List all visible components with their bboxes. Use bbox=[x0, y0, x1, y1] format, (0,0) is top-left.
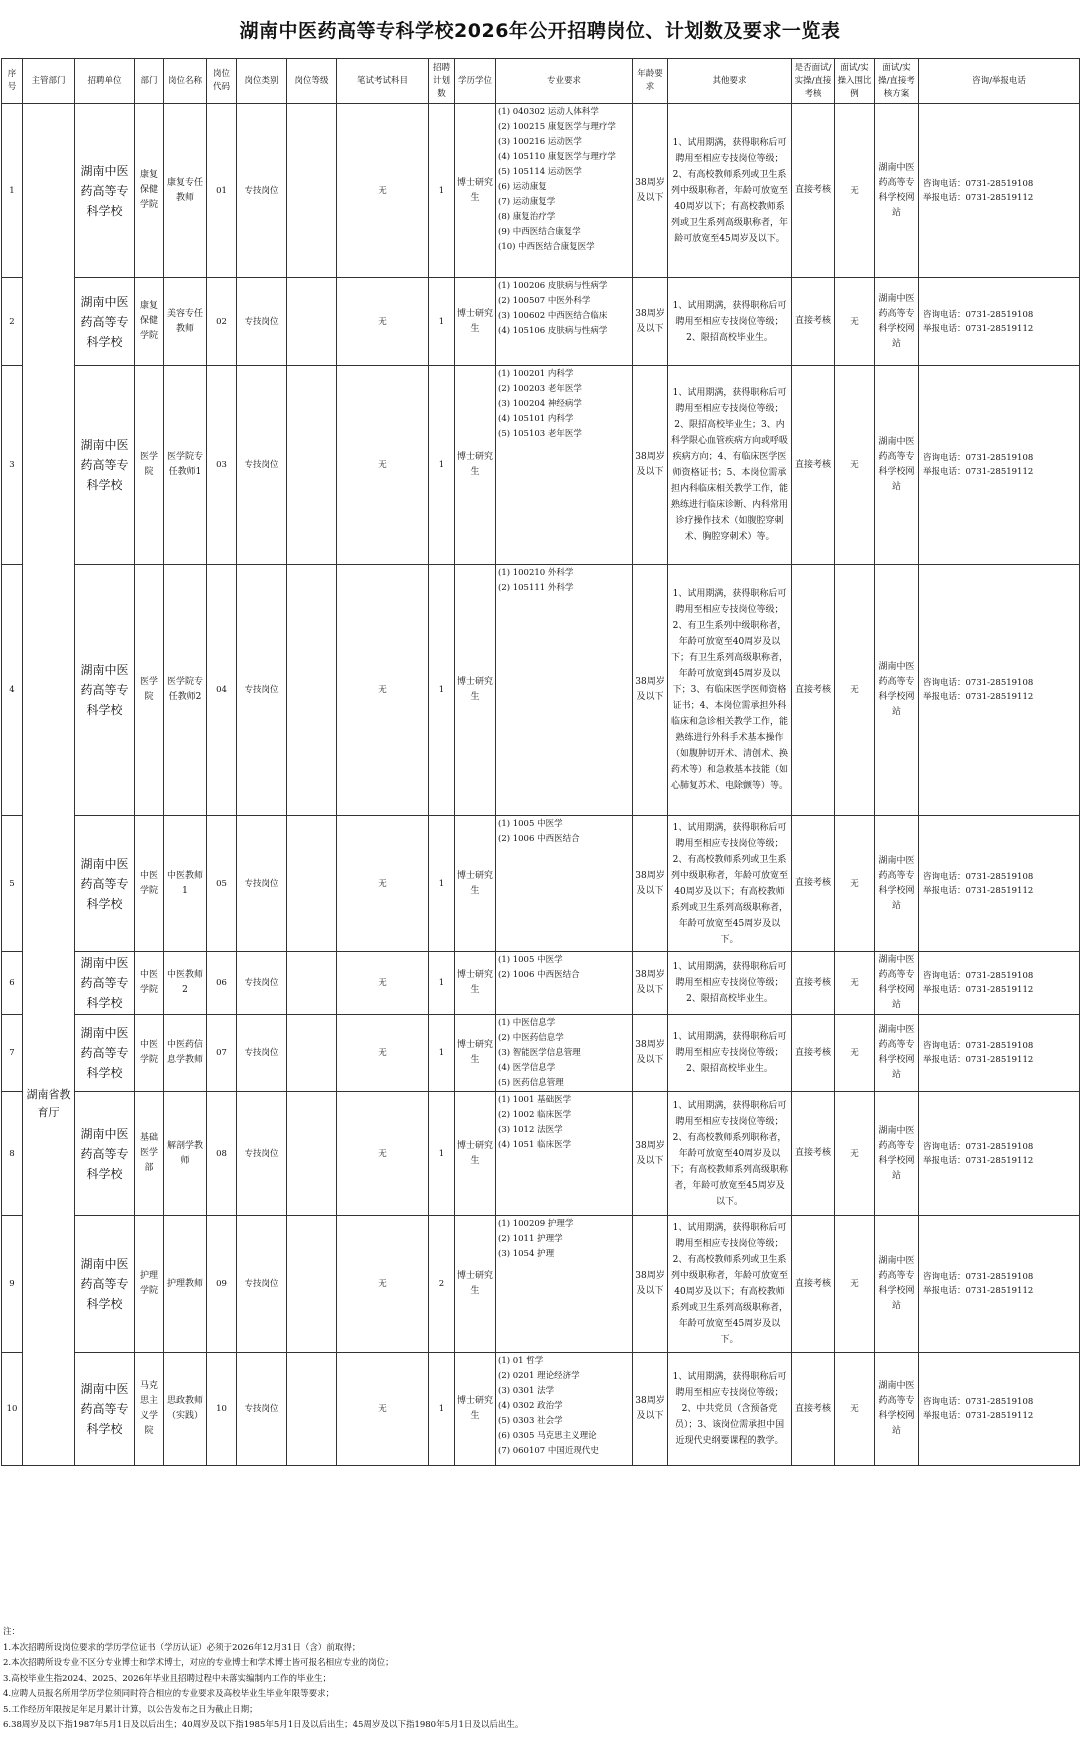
recruiting-unit: 湖南中医药高等专科学校 bbox=[75, 1015, 135, 1092]
post-name: 中医教师1 bbox=[164, 816, 207, 952]
page-title: 湖南中医药高等专科学校2026年公开招聘岗位、计划数及要求一览表 bbox=[239, 20, 841, 42]
consult-phone: 咨询电话：0731-28519108 bbox=[923, 178, 1034, 189]
post-code: 09 bbox=[207, 1216, 237, 1353]
post-category: 专技岗位 bbox=[237, 1015, 287, 1092]
assessment-plan-source: 湖南中医药高等专科学校网站 bbox=[875, 278, 919, 366]
table-row bbox=[2, 1092, 1080, 1216]
footnote-line: 2.本次招聘所设专业不区分专业博士和学术博士，对应的专业博士和学术博士皆可报名相应专业的岗位； bbox=[3, 1658, 394, 1668]
header-method: 是否面试/实操/直接考核 bbox=[792, 59, 835, 104]
assessment-method: 直接考核 bbox=[792, 1092, 835, 1216]
post-level bbox=[287, 278, 337, 366]
plan-count: 1 bbox=[429, 1353, 455, 1466]
other-requirements: 1、试用期满，获得职称后可聘用至相应专技岗位等级；2、有高校教师系列或卫生系列中级职称者，年龄可放宽至40周岁以下；有高校教师系列或卫生系列高级职称者，年龄可放宽至45周岁及以下。 bbox=[668, 104, 792, 278]
post-code: 05 bbox=[207, 816, 237, 952]
major-item: (3) 100602 中西医结合临床 bbox=[498, 311, 608, 321]
report-phone: 举报电话：0731-28519112 bbox=[923, 885, 1034, 896]
major-item: (1) 01 哲学 bbox=[498, 1356, 544, 1366]
table-row bbox=[2, 366, 1080, 565]
report-phone: 举报电话：0731-28519112 bbox=[923, 1286, 1034, 1296]
exam-subject: 无 bbox=[337, 1015, 429, 1092]
major-item: (5) 105114 运动医学 bbox=[498, 167, 582, 177]
degree: 博士研究生 bbox=[455, 366, 496, 565]
assessment-method: 直接考核 bbox=[792, 1216, 835, 1353]
major-requirements bbox=[496, 565, 633, 816]
report-phone: 举报电话：0731-28519112 bbox=[923, 692, 1034, 702]
degree: 博士研究生 bbox=[455, 1353, 496, 1466]
post-code: 01 bbox=[207, 104, 237, 278]
exam-subject: 无 bbox=[337, 278, 429, 366]
interview-ratio: 无 bbox=[835, 952, 875, 1015]
department: 医学院 bbox=[135, 565, 164, 816]
table-row bbox=[2, 816, 1080, 952]
table-row bbox=[2, 1353, 1080, 1466]
major-requirements bbox=[496, 952, 633, 1015]
major-requirements bbox=[496, 1216, 633, 1353]
post-name: 康复专任教师 bbox=[164, 104, 207, 278]
plan-count: 1 bbox=[429, 366, 455, 565]
post-level bbox=[287, 1353, 337, 1466]
consult-phone: 咨询电话：0731-28519108 bbox=[923, 1397, 1034, 1407]
post-level bbox=[287, 366, 337, 565]
consult-phone: 咨询电话：0731-28519108 bbox=[923, 309, 1034, 320]
major-item: (6) 运动康复 bbox=[498, 182, 547, 192]
assessment-method: 直接考核 bbox=[792, 104, 835, 278]
recruiting-unit: 湖南中医药高等专科学校 bbox=[75, 816, 135, 952]
plan-count: 1 bbox=[429, 104, 455, 278]
recruiting-unit: 湖南中医药高等专科学校 bbox=[75, 1092, 135, 1216]
report-phone: 举报电话：0731-28519112 bbox=[923, 1055, 1034, 1065]
exam-subject: 无 bbox=[337, 816, 429, 952]
assessment-plan-source: 湖南中医药高等专科学校网站 bbox=[875, 816, 919, 952]
other-requirements: 1、试用期满，获得职称后可聘用至相应专技岗位等级；2、中共党员（含预备党员）；3、该岗位需承担中国近现代史纲要课程的教学。 bbox=[668, 1353, 792, 1466]
post-category: 专技岗位 bbox=[237, 816, 287, 952]
major-item: (5) 105103 老年医学 bbox=[498, 429, 582, 439]
consult-phone: 咨询电话：0731-28519108 bbox=[923, 871, 1034, 882]
plan-count: 1 bbox=[429, 816, 455, 952]
assessment-plan-source: 湖南中医药高等专科学校网站 bbox=[875, 104, 919, 278]
major-item: (1) 1005 中医学 bbox=[498, 819, 563, 829]
major-item: (2) 100203 老年医学 bbox=[498, 384, 582, 394]
header-other: 其他要求 bbox=[668, 59, 792, 104]
post-name: 中医教师2 bbox=[164, 952, 207, 1015]
department: 康复保健学院 bbox=[135, 278, 164, 366]
header-degree: 学历学位 bbox=[455, 59, 496, 104]
row-no: 1 bbox=[2, 104, 23, 278]
major-item: (4) 105110 康复医学与理疗学 bbox=[498, 152, 616, 162]
major-item: (3) 100204 神经病学 bbox=[498, 399, 582, 409]
degree: 博士研究生 bbox=[455, 104, 496, 278]
report-phone: 举报电话：0731-28519112 bbox=[923, 1155, 1034, 1166]
report-phone: 举报电话：0731-28519112 bbox=[923, 192, 1034, 203]
footnote-line: 5.工作经历年限按足年足月累计计算，以公告发布之日为截止日期； bbox=[3, 1704, 258, 1715]
major-item: (7) 060107 中国近现代史 bbox=[498, 1446, 599, 1456]
major-item: (5) 0303 社会学 bbox=[498, 1416, 563, 1426]
major-item: (7) 运动康复学 bbox=[498, 197, 556, 207]
department: 护理学院 bbox=[135, 1216, 164, 1353]
major-item: (2) 0201 理论经济学 bbox=[498, 1371, 580, 1381]
major-item: (5) 医药信息管理 bbox=[498, 1078, 564, 1088]
post-category: 专技岗位 bbox=[237, 278, 287, 366]
department: 中医学院 bbox=[135, 816, 164, 952]
contact-phones bbox=[919, 1015, 1080, 1092]
row-no: 6 bbox=[2, 952, 23, 1015]
assessment-method: 直接考核 bbox=[792, 366, 835, 565]
major-item: (1) 1001 基础医学 bbox=[498, 1095, 572, 1105]
major-item: (1) 100206 皮肤病与性病学 bbox=[498, 281, 608, 291]
interview-ratio: 无 bbox=[835, 816, 875, 952]
major-item: (1) 1005 中医学 bbox=[498, 955, 563, 965]
header-level: 岗位等级 bbox=[287, 59, 337, 104]
recruiting-unit: 湖南中医药高等专科学校 bbox=[75, 1216, 135, 1353]
major-item: (3) 智能医学信息管理 bbox=[498, 1048, 581, 1058]
major-item: (4) 医学信息学 bbox=[498, 1063, 556, 1073]
consult-phone: 咨询电话：0731-28519108 bbox=[923, 453, 1034, 463]
header-tel: 咨询/举报电话 bbox=[919, 59, 1080, 104]
other-requirements: 1、试用期满，获得职称后可聘用至相应专技岗位等级；2、限招高校毕业生；3、内科学限心血管疾病方向或呼吸疾病方向；4、有临床医学医师资格证书；5、本岗位需承担内科临床相关教学工作，能熟练进行临床诊断、内科常用诊疗操作技术（如腹腔穿刺术、胸腔穿刺术）等。 bbox=[668, 366, 792, 565]
table-row bbox=[2, 104, 1080, 278]
assessment-plan-source: 湖南中医药高等专科学校网站 bbox=[875, 1353, 919, 1466]
age-requirement: 38周岁及以下 bbox=[633, 1092, 668, 1216]
table-row bbox=[2, 565, 1080, 816]
department: 康复保健学院 bbox=[135, 104, 164, 278]
major-item: (3) 1012 法医学 bbox=[498, 1125, 563, 1135]
age-requirement: 38周岁及以下 bbox=[633, 816, 668, 952]
table-header-row bbox=[2, 59, 1080, 104]
major-item: (4) 0302 政治学 bbox=[498, 1401, 563, 1411]
other-requirements: 1、试用期满，获得职称后可聘用至相应专技岗位等级；2、有高校教师系列或卫生系列中级职称者，年龄可放宽至40周岁及以下；有高校教师系列或卫生系列高级职称者，年龄可放宽至45周岁及以下。 bbox=[668, 816, 792, 952]
major-item: (4) 105101 内科学 bbox=[498, 414, 574, 424]
degree: 博士研究生 bbox=[455, 1216, 496, 1353]
authority-cell: 湖南省教育厅 bbox=[23, 104, 75, 1466]
post-name: 医学院专任教师1 bbox=[164, 366, 207, 565]
post-name: 美容专任教师 bbox=[164, 278, 207, 366]
major-requirements bbox=[496, 104, 633, 278]
age-requirement: 38周岁及以下 bbox=[633, 565, 668, 816]
assessment-method: 直接考核 bbox=[792, 816, 835, 952]
row-no: 2 bbox=[2, 278, 23, 366]
recruitment-table bbox=[1, 58, 1080, 1466]
major-item: (2) 1002 临床医学 bbox=[498, 1110, 572, 1120]
assessment-method: 直接考核 bbox=[792, 278, 835, 366]
post-name: 思政教师（实践） bbox=[164, 1353, 207, 1466]
footnote-line: 4.应聘人员报名所用学历学位须同时符合相应的专业要求及高校毕业生毕业年限等要求； bbox=[3, 1689, 335, 1699]
major-item: (9) 中西医结合康复学 bbox=[498, 227, 581, 237]
major-item: (3) 0301 法学 bbox=[498, 1386, 555, 1396]
age-requirement: 38周岁及以下 bbox=[633, 104, 668, 278]
major-item: (6) 0305 马克思主义理论 bbox=[498, 1431, 597, 1441]
exam-subject: 无 bbox=[337, 1092, 429, 1216]
department: 基础医学部 bbox=[135, 1092, 164, 1216]
assessment-method: 直接考核 bbox=[792, 1015, 835, 1092]
post-category: 专技岗位 bbox=[237, 1353, 287, 1466]
exam-subject: 无 bbox=[337, 104, 429, 278]
major-requirements bbox=[496, 1015, 633, 1092]
header-authority: 主管部门 bbox=[23, 59, 75, 104]
department: 中医学院 bbox=[135, 952, 164, 1015]
major-item: (2) 100215 康复医学与理疗学 bbox=[498, 122, 616, 132]
degree: 博士研究生 bbox=[455, 278, 496, 366]
age-requirement: 38周岁及以下 bbox=[633, 278, 668, 366]
assessment-method: 直接考核 bbox=[792, 565, 835, 816]
plan-count: 2 bbox=[429, 1216, 455, 1353]
row-no: 4 bbox=[2, 565, 23, 816]
major-item: (3) 1054 护理 bbox=[498, 1249, 555, 1259]
row-no: 3 bbox=[2, 366, 23, 565]
contact-phones bbox=[919, 952, 1080, 1015]
contact-phones bbox=[919, 816, 1080, 952]
row-no: 8 bbox=[2, 1092, 23, 1216]
plan-count: 1 bbox=[429, 278, 455, 366]
major-item: (8) 康复治疗学 bbox=[498, 212, 556, 222]
major-requirements bbox=[496, 278, 633, 366]
report-phone: 举报电话：0731-28519112 bbox=[923, 467, 1034, 477]
major-item: (1) 100210 外科学 bbox=[498, 568, 574, 578]
plan-count: 1 bbox=[429, 1015, 455, 1092]
header-code: 岗位代码 bbox=[207, 59, 237, 104]
consult-phone: 咨询电话：0731-28519108 bbox=[923, 1041, 1034, 1051]
other-requirements: 1、试用期满，获得职称后可聘用至相应专技岗位等级；2、有卫生系列中级职称者，年龄可放宽至40周岁及以下；有卫生系列高级职称者，年龄可放宽到45周岁及以下；3、有临床医学医师资格证书；4、本岗位需承担外科临床和急诊相关教学工作，能熟练进行外科手术基本操作（如腹肿切开术、清创术、换药术等）和急救基本技能（如心肺复苏术、电除颤等）等。 bbox=[668, 565, 792, 816]
post-code: 07 bbox=[207, 1015, 237, 1092]
degree: 博士研究生 bbox=[455, 952, 496, 1015]
recruiting-unit: 湖南中医药高等专科学校 bbox=[75, 366, 135, 565]
major-item: (2) 1006 中西医结合 bbox=[498, 834, 580, 844]
interview-ratio: 无 bbox=[835, 278, 875, 366]
major-item: (2) 中医药信息学 bbox=[498, 1033, 564, 1043]
major-item: (10) 中西医结合康复医学 bbox=[498, 242, 595, 252]
age-requirement: 38周岁及以下 bbox=[633, 366, 668, 565]
assessment-plan-source: 湖南中医药高等专科学校网站 bbox=[875, 1092, 919, 1216]
post-level bbox=[287, 816, 337, 952]
other-requirements: 1、试用期满，获得职称后可聘用至相应专技岗位等级；2、限招高校毕业生。 bbox=[668, 278, 792, 366]
age-requirement: 38周岁及以下 bbox=[633, 1353, 668, 1466]
age-requirement: 38周岁及以下 bbox=[633, 1015, 668, 1092]
report-phone: 举报电话：0731-28519112 bbox=[923, 323, 1034, 334]
consult-phone: 咨询电话：0731-28519108 bbox=[923, 1141, 1034, 1152]
department: 医学院 bbox=[135, 366, 164, 565]
post-code: 04 bbox=[207, 565, 237, 816]
recruiting-unit: 湖南中医药高等专科学校 bbox=[75, 952, 135, 1015]
assessment-method: 直接考核 bbox=[792, 1353, 835, 1466]
interview-ratio: 无 bbox=[835, 1015, 875, 1092]
major-item: (1) 100201 内科学 bbox=[498, 369, 574, 379]
degree: 博士研究生 bbox=[455, 565, 496, 816]
contact-phones bbox=[919, 1216, 1080, 1353]
exam-subject: 无 bbox=[337, 565, 429, 816]
consult-phone: 咨询电话：0731-28519108 bbox=[923, 678, 1034, 688]
post-level bbox=[287, 1216, 337, 1353]
header-dept: 部门 bbox=[135, 59, 164, 104]
header-age: 年龄要求 bbox=[633, 59, 668, 104]
post-name: 中医药信息学教师 bbox=[164, 1015, 207, 1092]
header-no: 序号 bbox=[2, 59, 23, 104]
plan-count: 1 bbox=[429, 1092, 455, 1216]
recruiting-unit: 湖南中医药高等专科学校 bbox=[75, 565, 135, 816]
post-level bbox=[287, 1092, 337, 1216]
major-item: (4) 1051 临床医学 bbox=[498, 1140, 572, 1150]
post-category: 专技岗位 bbox=[237, 1216, 287, 1353]
assessment-plan-source: 湖南中医药高等专科学校网站 bbox=[875, 1216, 919, 1353]
interview-ratio: 无 bbox=[835, 1216, 875, 1353]
other-requirements: 1、试用期满，获得职称后可聘用至相应专技岗位等级；2、有高校教师系列或卫生系列中级职称者，年龄可放宽至40周岁及以下；有高校教师系列或卫生系列高级职称者，年龄可放宽至45周岁及以下。 bbox=[668, 1216, 792, 1353]
assessment-method: 直接考核 bbox=[792, 952, 835, 1015]
plan-count: 1 bbox=[429, 952, 455, 1015]
footnotes bbox=[3, 1625, 1073, 1734]
footnote-line: 1.本次招聘所设岗位要求的学历学位证书（学历认证）必须于2026年12月31日（含）前取得； bbox=[3, 1642, 361, 1653]
interview-ratio: 无 bbox=[835, 1353, 875, 1466]
major-item: (1) 040302 运动人体科学 bbox=[498, 107, 599, 117]
contact-phones bbox=[919, 1353, 1080, 1466]
footnote-line: 注： bbox=[3, 1627, 21, 1637]
post-category: 专技岗位 bbox=[237, 104, 287, 278]
major-item: (1) 中医信息学 bbox=[498, 1018, 556, 1028]
post-code: 08 bbox=[207, 1092, 237, 1216]
header-category: 岗位类别 bbox=[237, 59, 287, 104]
age-requirement: 38周岁及以下 bbox=[633, 952, 668, 1015]
recruiting-unit: 湖南中医药高等专科学校 bbox=[75, 278, 135, 366]
major-item: (1) 100209 护理学 bbox=[498, 1219, 574, 1229]
table-row bbox=[2, 1216, 1080, 1353]
report-phone: 举报电话：0731-28519112 bbox=[923, 1411, 1034, 1421]
major-item: (2) 1011 护理学 bbox=[498, 1234, 563, 1244]
post-category: 专技岗位 bbox=[237, 565, 287, 816]
exam-subject: 无 bbox=[337, 952, 429, 1015]
major-requirements bbox=[496, 1353, 633, 1466]
post-code: 03 bbox=[207, 366, 237, 565]
post-level bbox=[287, 1015, 337, 1092]
degree: 博士研究生 bbox=[455, 1092, 496, 1216]
assessment-plan-source: 湖南中医药高等专科学校网站 bbox=[875, 366, 919, 565]
major-requirements bbox=[496, 816, 633, 952]
row-no: 10 bbox=[2, 1353, 23, 1466]
other-requirements: 1、试用期满，获得职称后可聘用至相应专技岗位等级；2、有高校教师系列职称者，年龄可放宽至40周岁及以下；有高校教师系列高级职称者，年龄可放宽至45周岁及以下。 bbox=[668, 1092, 792, 1216]
post-category: 专技岗位 bbox=[237, 1092, 287, 1216]
row-no: 9 bbox=[2, 1216, 23, 1353]
report-phone: 举报电话：0731-28519112 bbox=[923, 985, 1034, 995]
row-no: 5 bbox=[2, 816, 23, 952]
contact-phones bbox=[919, 1092, 1080, 1216]
contact-phones bbox=[919, 565, 1080, 816]
post-category: 专技岗位 bbox=[237, 952, 287, 1015]
assessment-plan-source: 湖南中医药高等专科学校网站 bbox=[875, 565, 919, 816]
post-name: 护理教师 bbox=[164, 1216, 207, 1353]
department: 中医学院 bbox=[135, 1015, 164, 1092]
header-plan: 招聘计划数 bbox=[429, 59, 455, 104]
major-requirements bbox=[496, 1092, 633, 1216]
footnote-line: 3.高校毕业生指2024、2025、2026年毕业且招聘过程中未落实编制内工作的毕业生； bbox=[3, 1673, 332, 1684]
other-requirements: 1、试用期满，获得职称后可聘用至相应专技岗位等级；2、限招高校毕业生。 bbox=[668, 952, 792, 1015]
post-level bbox=[287, 565, 337, 816]
interview-ratio: 无 bbox=[835, 1092, 875, 1216]
interview-ratio: 无 bbox=[835, 565, 875, 816]
major-item: (4) 105106 皮肤病与性病学 bbox=[498, 326, 608, 336]
row-no: 7 bbox=[2, 1015, 23, 1092]
exam-subject: 无 bbox=[337, 1216, 429, 1353]
age-requirement: 38周岁及以下 bbox=[633, 1216, 668, 1353]
degree: 博士研究生 bbox=[455, 1015, 496, 1092]
post-name: 医学院专任教师2 bbox=[164, 565, 207, 816]
plan-count: 1 bbox=[429, 565, 455, 816]
major-item: (3) 100216 运动医学 bbox=[498, 137, 582, 147]
post-code: 06 bbox=[207, 952, 237, 1015]
major-item: (2) 105111 外科学 bbox=[498, 583, 574, 593]
post-code: 10 bbox=[207, 1353, 237, 1466]
table-row bbox=[2, 952, 1080, 1015]
header-plan-source: 面试/实操/直接考核方案 bbox=[875, 59, 919, 104]
post-category: 专技岗位 bbox=[237, 366, 287, 565]
major-requirements bbox=[496, 366, 633, 565]
footnote-line: 6.38周岁及以下指1987年5月1日及以后出生；40周岁及以下指1985年5月1日及以后出生；45周岁及以下指1980年5月1日及以后出生。 bbox=[3, 1720, 524, 1730]
contact-phones bbox=[919, 278, 1080, 366]
recruiting-unit: 湖南中医药高等专科学校 bbox=[75, 104, 135, 278]
consult-phone: 咨询电话：0731-28519108 bbox=[923, 971, 1034, 981]
header-unit: 招聘单位 bbox=[75, 59, 135, 104]
department: 马克思主义学院 bbox=[135, 1353, 164, 1466]
exam-subject: 无 bbox=[337, 366, 429, 565]
table-row bbox=[2, 1015, 1080, 1092]
post-level bbox=[287, 952, 337, 1015]
assessment-plan-source: 湖南中医药高等专科学校网站 bbox=[875, 1015, 919, 1092]
interview-ratio: 无 bbox=[835, 104, 875, 278]
header-post: 岗位名称 bbox=[164, 59, 207, 104]
major-item: (2) 100507 中医外科学 bbox=[498, 296, 591, 306]
assessment-plan-source: 湖南中医药高等专科学校网站 bbox=[875, 952, 919, 1015]
contact-phones bbox=[919, 366, 1080, 565]
exam-subject: 无 bbox=[337, 1353, 429, 1466]
header-exam: 笔试考试科目 bbox=[337, 59, 429, 104]
contact-phones bbox=[919, 104, 1080, 278]
interview-ratio: 无 bbox=[835, 366, 875, 565]
post-level bbox=[287, 104, 337, 278]
recruiting-unit: 湖南中医药高等专科学校 bbox=[75, 1353, 135, 1466]
header-majors: 专业要求 bbox=[496, 59, 633, 104]
degree: 博士研究生 bbox=[455, 816, 496, 952]
post-name: 解剖学教师 bbox=[164, 1092, 207, 1216]
other-requirements: 1、试用期满，获得职称后可聘用至相应专技岗位等级；2、限招高校毕业生。 bbox=[668, 1015, 792, 1092]
header-ratio: 面试/实操入围比例 bbox=[835, 59, 875, 104]
post-code: 02 bbox=[207, 278, 237, 366]
table-row bbox=[2, 278, 1080, 366]
major-item: (2) 1006 中西医结合 bbox=[498, 970, 580, 980]
consult-phone: 咨询电话：0731-28519108 bbox=[923, 1272, 1034, 1282]
